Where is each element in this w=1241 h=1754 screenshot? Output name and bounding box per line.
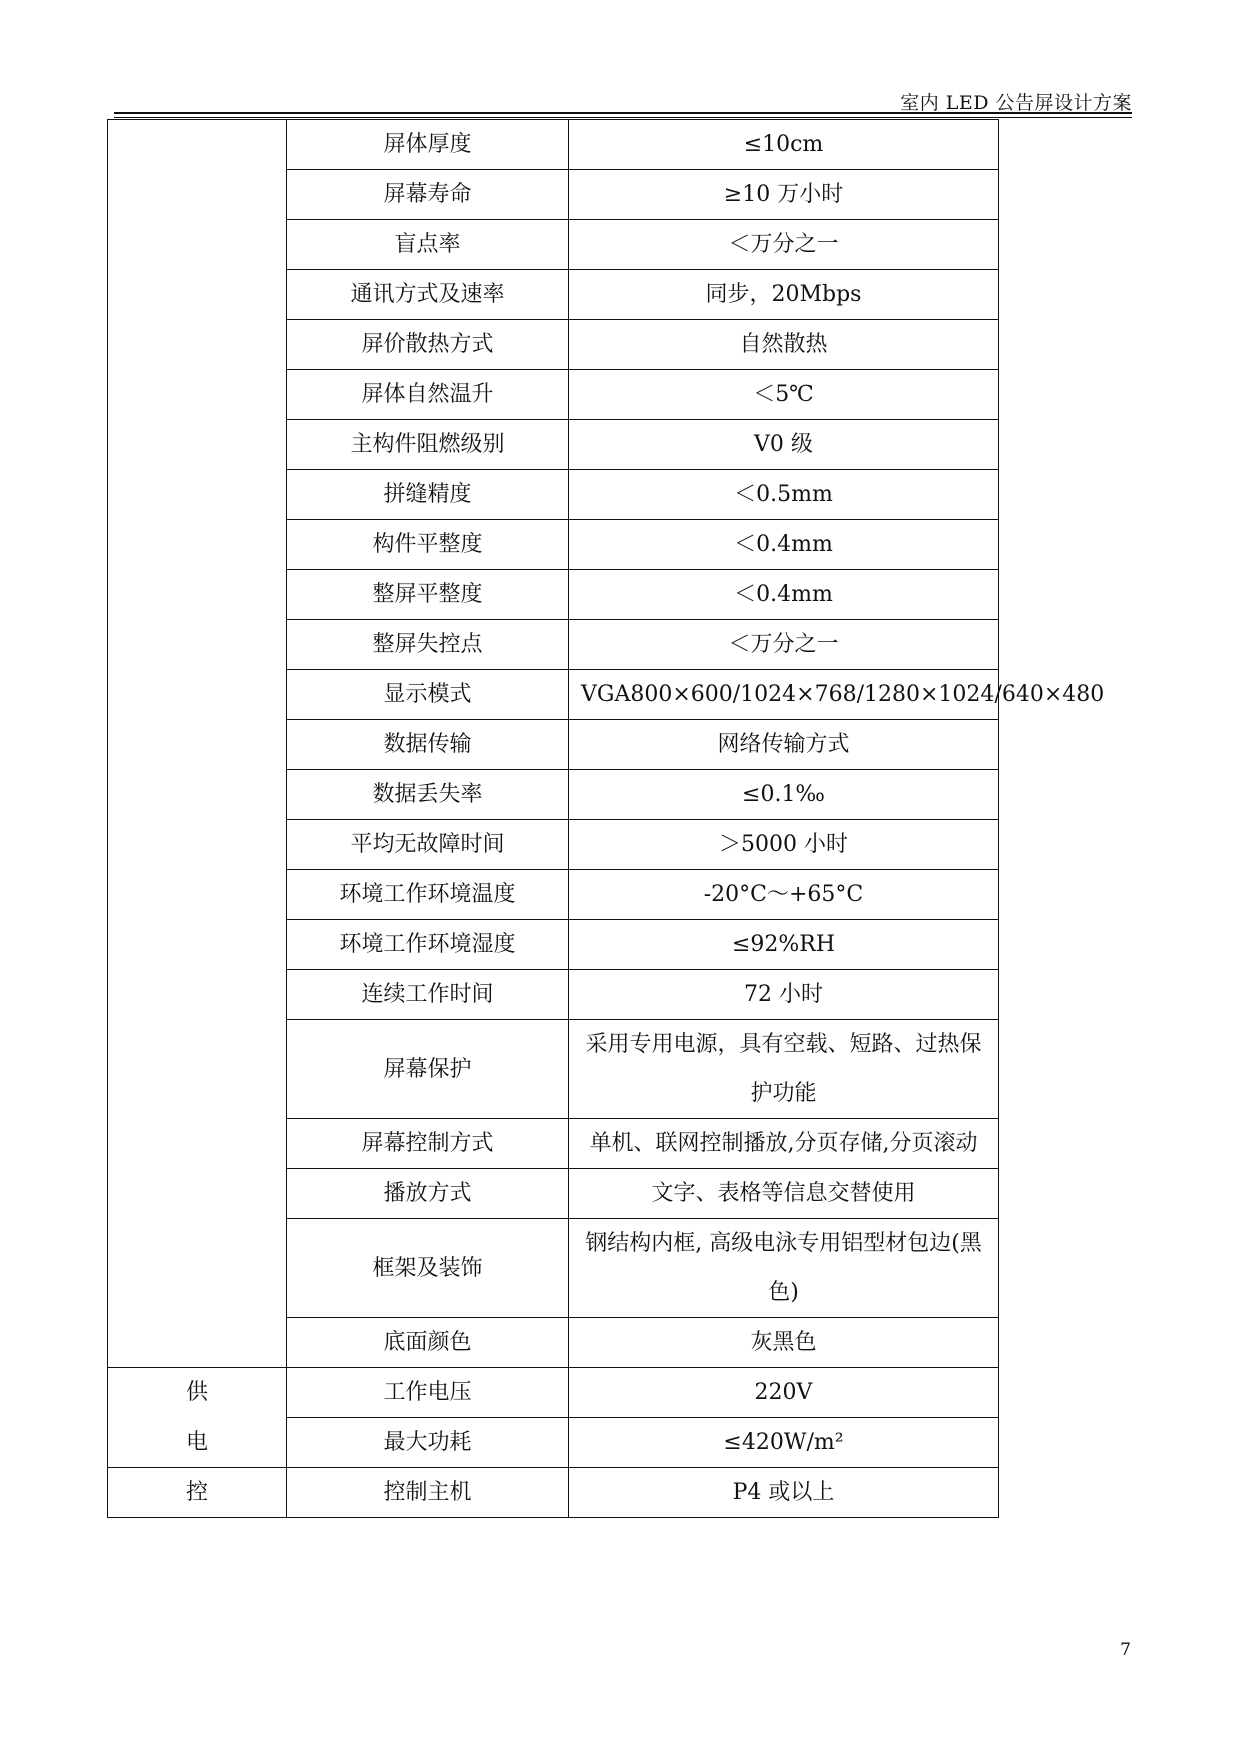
- table-row: [108, 220, 999, 270]
- table-row: [108, 120, 999, 170]
- param-cell: 主构件阻燃级别: [287, 420, 569, 470]
- param-cell: 屏价散热方式: [287, 320, 569, 370]
- value-cell: 同步，20Mbps: [569, 270, 999, 320]
- spec-table-body: [108, 120, 1105, 1518]
- category-cell: [108, 570, 287, 620]
- value-cell: 72 小时: [569, 970, 999, 1020]
- value-cell: -20°C～+65°C: [569, 870, 999, 920]
- category-cell: [108, 620, 287, 670]
- category-cell: [108, 520, 287, 570]
- table-row: [108, 1020, 999, 1119]
- category-cell: [108, 870, 287, 920]
- category-cell: [108, 120, 287, 170]
- category-cell: [108, 220, 287, 270]
- table-row: [108, 870, 999, 920]
- param-cell: 通讯方式及速率: [287, 270, 569, 320]
- value-cell: ≤92%RH: [569, 920, 999, 970]
- value-cell: 灰黑色: [569, 1318, 999, 1368]
- table-row: [108, 1119, 999, 1169]
- param-cell: 数据丢失率: [287, 770, 569, 820]
- param-cell: 屏体厚度: [287, 120, 569, 170]
- value-cell: ＜万分之一: [569, 220, 999, 270]
- param-cell: 屏幕寿命: [287, 170, 569, 220]
- table-row: [108, 570, 999, 620]
- table-row: [108, 420, 999, 470]
- table-row: [108, 1468, 999, 1518]
- table-row: [108, 370, 999, 420]
- category-cell: [108, 1169, 287, 1219]
- param-cell: 屏体自然温升: [287, 370, 569, 420]
- param-cell: 盲点率: [287, 220, 569, 270]
- category-cell: [108, 970, 287, 1020]
- table-row: [108, 270, 999, 320]
- value-cell: ＞5000 小时: [569, 820, 999, 870]
- value-cell: ＜0.4mm: [569, 570, 999, 620]
- value-cell: 文字、表格等信息交替使用: [569, 1169, 999, 1219]
- table-row: [108, 1318, 999, 1368]
- param-cell: 框架及装饰: [287, 1219, 569, 1318]
- table-row: [108, 520, 999, 570]
- category-cell: [108, 370, 287, 420]
- category-cell: [108, 1219, 287, 1318]
- value-cell: ＜0.5mm: [569, 470, 999, 520]
- header-rule-thin: [114, 117, 1132, 118]
- param-cell: 环境工作环境湿度: [287, 920, 569, 970]
- param-cell: 控制主机: [287, 1468, 569, 1518]
- document-header-title: 室内 LED 公告屏设计方案: [900, 92, 1132, 114]
- category-cell: [108, 270, 287, 320]
- param-cell: 环境工作环境温度: [287, 870, 569, 920]
- value-cell: ≤420W/m²: [569, 1418, 999, 1468]
- param-cell: 构件平整度: [287, 520, 569, 570]
- category-cell: [108, 1020, 287, 1119]
- table-row: [108, 470, 999, 520]
- table-row: [108, 620, 999, 670]
- param-cell: 最大功耗: [287, 1418, 569, 1468]
- category-cell: [108, 820, 287, 870]
- category-cell: [108, 670, 287, 720]
- value-cell: 网络传输方式: [569, 720, 999, 770]
- header-rule: [114, 112, 1132, 114]
- category-cell: [108, 770, 287, 820]
- value-cell: 单机、联网控制播放,分页存储,分页滚动: [569, 1119, 999, 1169]
- value-cell: 钢结构内框, 高级电泳专用铝型材包边(黑色): [569, 1219, 999, 1318]
- value-cell: VGA800×600/1024×768/1280×1024/640×480: [569, 670, 999, 720]
- category-cell: [108, 470, 287, 520]
- table-row: [108, 770, 999, 820]
- value-cell: 自然散热: [569, 320, 999, 370]
- table-row: [108, 670, 999, 720]
- param-cell: 屏幕保护: [287, 1020, 569, 1119]
- value-cell: ≤10cm: [569, 120, 999, 170]
- table-row: [108, 1368, 999, 1418]
- param-cell: 数据传输: [287, 720, 569, 770]
- param-cell: 底面颜色: [287, 1318, 569, 1368]
- param-cell: 整屏失控点: [287, 620, 569, 670]
- value-cell: 220V: [569, 1368, 999, 1418]
- category-cell: [108, 720, 287, 770]
- param-cell: 播放方式: [287, 1169, 569, 1219]
- page-number: 7: [1120, 1640, 1131, 1660]
- table-row: [108, 320, 999, 370]
- param-cell: 工作电压: [287, 1368, 569, 1418]
- category-cell: [108, 1318, 287, 1368]
- category-cell: [108, 320, 287, 370]
- category-cell: 控: [108, 1468, 287, 1518]
- category-cell: [108, 1119, 287, 1169]
- value-cell: 采用专用电源，具有空载、短路、过热保护功能: [569, 1020, 999, 1119]
- table-row: [108, 1219, 999, 1318]
- param-cell: 整屏平整度: [287, 570, 569, 620]
- param-cell: 拼缝精度: [287, 470, 569, 520]
- param-cell: 平均无故障时间: [287, 820, 569, 870]
- param-cell: 显示模式: [287, 670, 569, 720]
- value-cell: ＜5℃: [569, 370, 999, 420]
- table-row: [108, 170, 999, 220]
- param-cell: 连续工作时间: [287, 970, 569, 1020]
- category-cell: 电: [108, 1418, 287, 1468]
- table-row: [108, 920, 999, 970]
- table-row: [108, 970, 999, 1020]
- value-cell: ＜万分之一: [569, 620, 999, 670]
- table-row: [108, 720, 999, 770]
- table-row: [108, 1169, 999, 1219]
- spec-table: [107, 119, 1105, 1518]
- table-row: [108, 1418, 999, 1468]
- value-cell: P4 或以上: [569, 1468, 999, 1518]
- table-row: [108, 820, 999, 870]
- category-cell: [108, 170, 287, 220]
- category-cell: 供: [108, 1368, 287, 1418]
- value-cell: ≤0.1‰: [569, 770, 999, 820]
- value-cell: ＜0.4mm: [569, 520, 999, 570]
- value-cell: ≥10 万小时: [569, 170, 999, 220]
- category-cell: [108, 420, 287, 470]
- value-cell: V0 级: [569, 420, 999, 470]
- param-cell: 屏幕控制方式: [287, 1119, 569, 1169]
- category-cell: [108, 920, 287, 970]
